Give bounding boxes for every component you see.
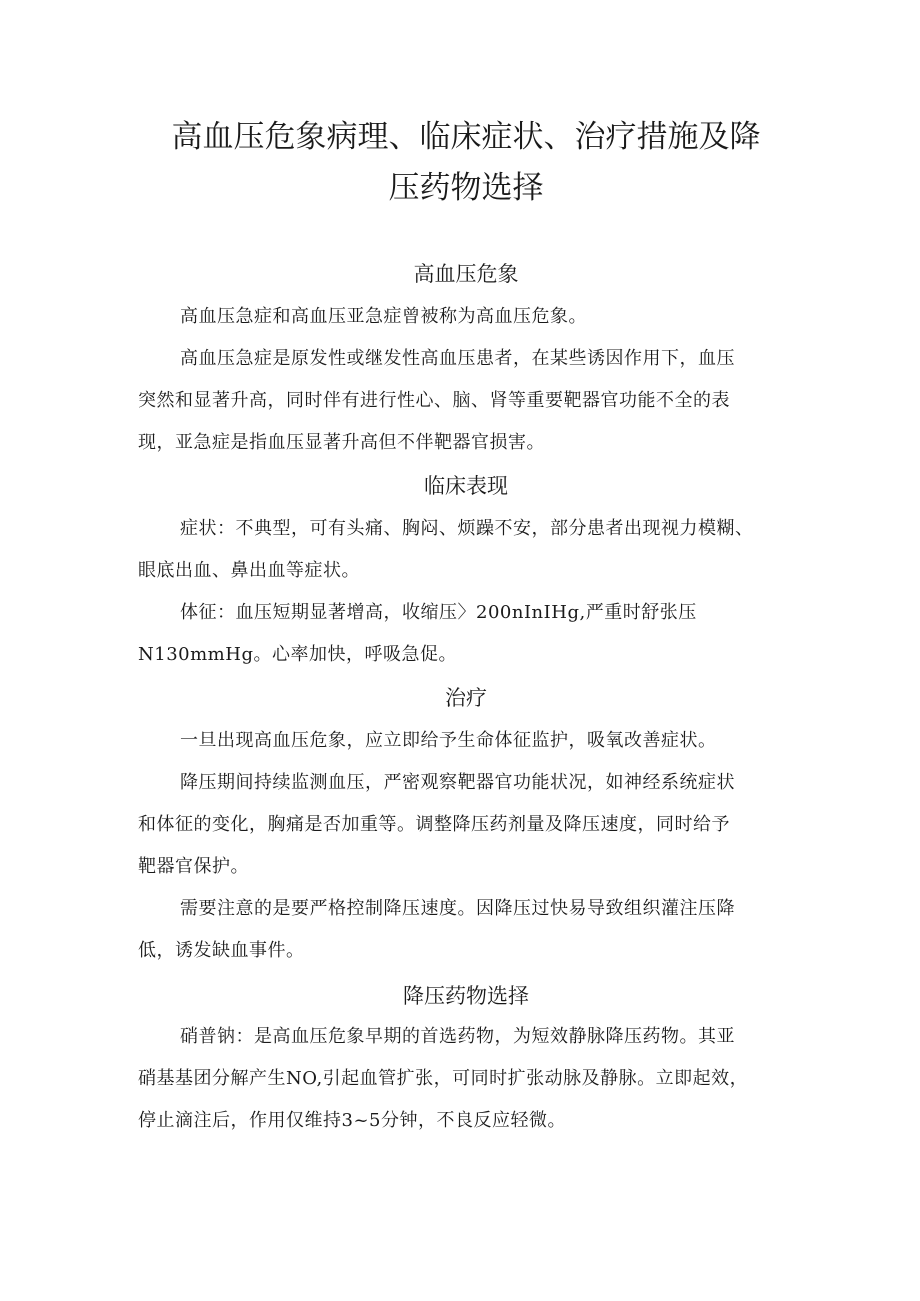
paragraph-line: 靶器官保护。: [138, 856, 249, 877]
paragraph-line: 低，诱发缺血事件。: [138, 940, 305, 961]
paragraph-line: 需要注意的是要严格控制降压速度。因降压过快易导致组织灌注压降: [180, 898, 735, 919]
section-heading-clinical-manifestations: 临床表现: [424, 474, 508, 498]
section-heading-hypertensive-crisis: 高血压危象: [413, 262, 519, 286]
paragraph-line: 一旦出现高血压危象，应立即给予生命体征监护，吸氧改善症状。: [180, 730, 717, 751]
section-heading-treatment: 治疗: [445, 686, 487, 710]
document-title-line-1: 高血压危象病理、临床症状、治疗措施及降: [171, 119, 761, 155]
paragraph-line: 突然和显著升高，同时伴有进行性心、脑、肾等重要靶器官功能不全的表: [138, 390, 730, 411]
paragraph-line: 眼底出血、鼻出血等症状。: [138, 560, 360, 581]
paragraph-line: 高血压急症是原发性或继发性高血压患者，在某些诱因作用下，血压: [180, 348, 735, 369]
paragraph-line: 症状：不典型，可有头痛、胸闷、烦躁不安，部分患者出现视力模糊、: [180, 518, 754, 539]
paragraph-line: 硝普钠：是高血压危象早期的首选药物，为短效静脉降压药物。其亚: [180, 1026, 735, 1047]
paragraph-line: 降压期间持续监测血压，严密观察靶器官功能状况，如神经系统症状: [180, 772, 735, 793]
paragraph-line: 和体征的变化，胸痛是否加重等。调整降压药剂量及降压速度，同时给予: [138, 814, 730, 835]
paragraph-line: 体征：血压短期显著增高，收缩压〉200nInIHg,严重时舒张压: [180, 602, 697, 623]
paragraph-line: 高血压急症和高血压亚急症曾被称为高血压危象。: [180, 306, 587, 327]
paragraph-line: 现，亚急症是指血压显著升高但不伴靶器官损害。: [138, 432, 545, 453]
paragraph-line: 停止滴注后，作用仅维持3~5分钟，不良反应轻微。: [138, 1110, 566, 1131]
document-title-line-2: 压药物选择: [388, 170, 544, 206]
paragraph-line: 硝基基团分解产生NO,引起血管扩张，可同时扩张动脉及静脉。立即起效，: [138, 1068, 749, 1089]
paragraph-line: N130mmHg。心率加快，呼吸急促。: [138, 644, 457, 665]
section-heading-antihypertensive-drug-selection: 降压药物选择: [403, 984, 529, 1008]
